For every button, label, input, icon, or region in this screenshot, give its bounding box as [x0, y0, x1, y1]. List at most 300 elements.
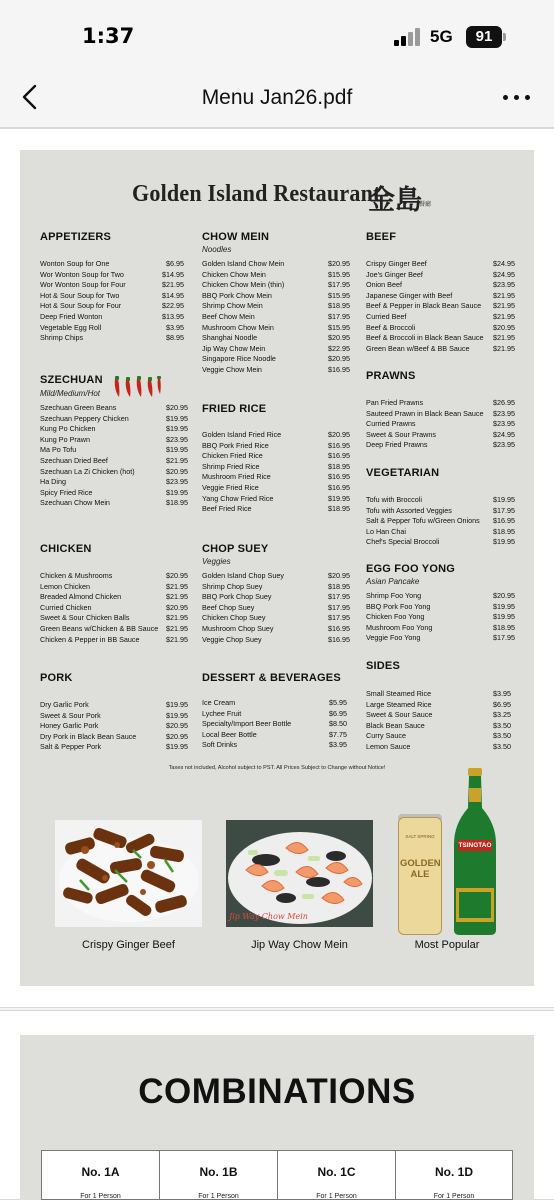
menu-item-name: Wonton Soup for One — [40, 259, 110, 268]
menu-item-name: Lychee Fruit — [202, 708, 242, 718]
menu-item-price: $23.95 — [493, 440, 515, 450]
menu-item-price: $20.95 — [328, 430, 350, 439]
chow-mein-image — [226, 820, 373, 927]
menu-item-name: Lemon Chicken — [40, 581, 90, 591]
beef-list — [366, 259, 515, 354]
menu-item-name: Szechuan Green Beans — [40, 403, 117, 412]
menu-item — [366, 259, 515, 270]
more-options-button[interactable] — [500, 82, 534, 112]
menu-item-price: $17.95 — [328, 613, 350, 623]
signal-icon — [394, 28, 424, 46]
menu-item-name: Chicken & Mushrooms — [40, 571, 113, 580]
menu-item-name: Chicken & Pepper in BB Sauce — [40, 634, 140, 644]
appetizers-list — [40, 259, 184, 344]
menu-item-name: Green Bean w/Beef & BB Sauce — [366, 343, 470, 353]
menu-item-price: $3.95 — [166, 322, 184, 332]
menu-item-price: $23.95 — [493, 280, 515, 290]
menu-item-price: $5.95 — [329, 698, 347, 707]
menu-item — [202, 462, 350, 473]
menu-item — [202, 483, 350, 494]
menu-item-name: Mushroom Fried Rice — [202, 472, 271, 482]
combo-box — [277, 1150, 395, 1200]
menu-item-price: $18.95 — [328, 504, 350, 514]
chili-pepper-icon — [112, 376, 162, 398]
menu-item-name: Szechuan Chow Mein — [40, 498, 110, 508]
menu-item-name: Chicken Chow Mein — [202, 269, 266, 279]
menu-item-price: $19.95 — [166, 700, 188, 709]
menu-item-price: $19.95 — [166, 742, 188, 752]
menu-item-name: Beef & Pepper in Black Bean Sauce — [366, 301, 482, 311]
combinations-title: COMBINATIONS — [138, 1072, 416, 1111]
menu-item — [202, 613, 350, 624]
menu-item-name: Black Bean Sauce — [366, 720, 425, 730]
combo-box — [41, 1150, 159, 1200]
chicken-list — [40, 571, 188, 645]
menu-item-price: $16.95 — [328, 451, 350, 461]
menu-item-name: Curried Prawns — [366, 419, 416, 429]
menu-item — [40, 403, 188, 414]
fried-rice-list — [202, 430, 350, 515]
menu-item-price: $19.95 — [493, 537, 515, 547]
menu-item — [202, 323, 350, 334]
menu-item-name: Lemon Sauce — [366, 741, 411, 751]
menu-item — [202, 472, 350, 483]
menu-item-price: $21.95 — [493, 333, 515, 343]
menu-item-price: $17.95 — [493, 633, 515, 643]
more-dot — [514, 95, 519, 100]
menu-item-price: $19.95 — [328, 493, 350, 503]
menu-item — [202, 740, 347, 751]
section-egg-foo-yong-title: EGG FOO YONG — [366, 563, 455, 575]
menu-item — [366, 721, 511, 732]
chinese-logo-small: 餐廳 — [419, 202, 432, 208]
menu-item-price: $19.95 — [166, 445, 188, 455]
menu-item-name: Salt & Pepper Pork — [40, 742, 102, 752]
menu-item — [202, 312, 350, 323]
menu-item — [202, 494, 350, 505]
menu-item — [40, 435, 188, 446]
combo-name: No. 1B — [199, 1165, 238, 1179]
menu-item — [366, 689, 511, 700]
bottle-label-text: TSINGTAO — [458, 842, 492, 849]
menu-item-name: Sweet & Sour Prawns — [366, 429, 436, 439]
menu-item-name: Lo Han Chai — [366, 526, 406, 536]
menu-item — [40, 467, 188, 478]
menu-item — [40, 323, 184, 334]
menu-item — [202, 698, 347, 709]
szechuan-list — [40, 403, 188, 509]
menu-item — [40, 424, 188, 435]
menu-item — [40, 732, 188, 743]
menu-item — [202, 344, 350, 355]
menu-item-price: $21.95 — [166, 623, 188, 633]
menu-item-price: $19.95 — [166, 710, 188, 720]
menu-item-name: Kung Po Prawn — [40, 434, 90, 444]
menu-item-name: Szechuan Dried Beef — [40, 455, 108, 465]
menu-item-price: $21.95 — [166, 592, 188, 602]
menu-item-name: Joe's Ginger Beef — [366, 269, 423, 279]
menu-item — [40, 700, 188, 711]
menu-item-price: $6.95 — [493, 699, 511, 709]
combo-subtitle: For 1 Person — [433, 1193, 475, 1200]
menu-item-name: Szechuan La Zi Chicken (hot) — [40, 466, 135, 476]
combo-box — [395, 1150, 513, 1200]
menu-item — [366, 344, 515, 355]
section-sides-title: SIDES — [366, 660, 401, 672]
menu-item-price: $3.25 — [493, 710, 511, 720]
menu-item-price: $24.95 — [493, 429, 515, 439]
menu-item-name: Pan Fried Prawns — [366, 398, 424, 407]
menu-item-name: Small Steamed Rice — [366, 689, 432, 698]
menu-item — [366, 591, 515, 602]
menu-item — [40, 498, 188, 509]
menu-item — [366, 440, 515, 451]
menu-item-name: Chef's Special Broccoli — [366, 537, 440, 547]
menu-item-name: Hot & Sour Soup for Four — [40, 301, 122, 311]
menu-item-name: Honey Garlic Pork — [40, 721, 99, 731]
combo-name: No. 1C — [317, 1165, 356, 1179]
szechuan-subtitle: Mild/Medium/Hot — [40, 389, 101, 398]
menu-item — [366, 742, 511, 753]
dessert-list — [202, 698, 347, 751]
menu-item-price: $16.95 — [328, 482, 350, 492]
chinese-logo: 金島 — [368, 185, 422, 216]
menu-item-price: $21.95 — [166, 581, 188, 591]
chop-suey-subtitle: Veggies — [202, 557, 231, 566]
can-label-text: GOLDEN ALE — [400, 858, 441, 880]
menu-item — [202, 504, 350, 515]
caption-jip-way-chow-mein: Jip Way Chow Mein — [251, 939, 348, 951]
section-dessert-title: DESSERT & BEVERAGES — [202, 672, 341, 684]
menu-item-price: $17.95 — [328, 280, 350, 290]
menu-item — [366, 612, 515, 623]
menu-item-name: Crispy Ginger Beef — [366, 259, 427, 268]
menu-item-name: Japanese Ginger with Beef — [366, 290, 453, 300]
chow-mein-list — [202, 259, 350, 376]
menu-item-name: Veggie Fried Rice — [202, 482, 259, 492]
menu-item-name: Hot & Sour Soup for Two — [40, 290, 120, 300]
menu-item-name: Shrimp Fried Rice — [202, 461, 260, 471]
section-chicken-title: CHICKEN — [40, 543, 92, 555]
menu-item-name: Tofu with Broccoli — [366, 495, 422, 504]
menu-item-price: $19.95 — [493, 495, 515, 504]
combo-name: No. 1D — [434, 1165, 473, 1179]
menu-item-price: $3.50 — [493, 731, 511, 741]
egg-foo-yong-list — [366, 591, 515, 644]
menu-item-name: Mushroom Chow Mein — [202, 322, 274, 332]
menu-item — [202, 333, 350, 344]
menu-item-price: $20.95 — [328, 333, 350, 343]
menu-item-price: $3.50 — [493, 720, 511, 730]
menu-item — [202, 430, 350, 441]
menu-item-name: Beef Fried Rice — [202, 504, 252, 514]
sides-list — [366, 689, 511, 753]
menu-item — [202, 603, 350, 614]
menu-item-name: Local Beer Bottle — [202, 729, 257, 739]
menu-item-name: Singapore Rice Noodle — [202, 354, 276, 364]
menu-item — [202, 624, 350, 635]
combo-subtitle: For 1 Person — [316, 1193, 357, 1200]
menu-item-name: Breaded Almond Chicken — [40, 592, 122, 602]
menu-item — [40, 571, 188, 582]
combo-box — [159, 1150, 277, 1200]
section-vegetarian-title: VEGETARIAN — [366, 467, 440, 479]
section-beef-title: BEEF — [366, 231, 397, 243]
menu-item-price: $21.95 — [493, 311, 515, 321]
menu-item — [40, 603, 188, 614]
menu-item-name: Kung Po Chicken — [40, 424, 96, 434]
document-title: Menu Jan26.pdf — [201, 86, 353, 109]
menu-item — [202, 270, 350, 281]
ginger-beef-image — [55, 820, 202, 927]
menu-item — [366, 700, 511, 711]
battery-tip — [503, 33, 506, 41]
menu-item — [366, 409, 515, 420]
nav-bar — [0, 70, 554, 128]
menu-item-price: $19.95 — [166, 487, 188, 497]
menu-item — [202, 291, 350, 302]
menu-item — [202, 709, 347, 720]
menu-item — [202, 730, 347, 741]
menu-item-price: $17.95 — [328, 592, 350, 602]
menu-item-name: Sweet & Sour Sauce — [366, 710, 433, 720]
menu-item-name: Chicken Foo Yong — [366, 612, 425, 622]
menu-item-price: $21.95 — [493, 290, 515, 300]
menu-item-name: BBQ Pork Foo Yong — [366, 601, 431, 611]
menu-item-name: Soft Drinks — [202, 740, 238, 750]
menu-item-price: $20.95 — [328, 571, 350, 580]
menu-item — [40, 301, 184, 312]
menu-item-price: $20.95 — [166, 403, 188, 412]
menu-item-name: Jip Way Chow Mein — [202, 343, 266, 353]
network-type: 5G — [430, 27, 453, 46]
section-chow-mein-title: CHOW MEIN — [202, 231, 270, 243]
menu-item-price: $17.95 — [328, 311, 350, 321]
menu-item — [366, 731, 511, 742]
menu-item-price: $21.95 — [493, 301, 515, 311]
menu-item-price: $6.95 — [166, 259, 184, 268]
pork-list — [40, 700, 188, 753]
menu-item-price: $15.95 — [328, 290, 350, 300]
menu-item-name: Mushroom Chop Suey — [202, 623, 274, 633]
menu-item — [40, 613, 188, 624]
menu-item-name: Golden Island Fried Rice — [202, 430, 282, 439]
menu-item-name: Curried Beef — [366, 311, 407, 321]
restaurant-name: Golden Island Restaurant — [132, 181, 381, 207]
section-pork-title: PORK — [40, 672, 73, 684]
section-chop-suey-title: CHOP SUEY — [202, 543, 269, 555]
menu-item-name: Beef & Broccoli in Black Bean Sauce — [366, 333, 484, 343]
menu-item — [40, 742, 188, 753]
menu-item — [40, 721, 188, 732]
menu-item-price: $22.95 — [162, 301, 184, 311]
menu-item-price: $26.95 — [493, 398, 515, 407]
menu-item — [202, 365, 350, 376]
menu-item-price: $18.95 — [493, 622, 515, 632]
menu-item — [40, 582, 188, 593]
menu-item-price: $20.95 — [166, 466, 188, 476]
menu-item — [40, 477, 188, 488]
menu-item-name: Specialty/Import Beer Bottle — [202, 719, 292, 729]
egg-foo-yong-subtitle: Asian Pancake — [366, 577, 420, 586]
caption-most-popular: Most Popular — [414, 939, 480, 951]
menu-item-price: $19.95 — [493, 612, 515, 622]
menu-item-price: $22.95 — [328, 343, 350, 353]
menu-item-name: Onion Beef — [366, 280, 402, 290]
menu-item-price: $21.95 — [162, 280, 184, 290]
menu-item-name: BBQ Pork Fried Rice — [202, 440, 269, 450]
menu-item — [202, 354, 350, 365]
menu-item — [366, 537, 515, 548]
menu-item-price: $3.50 — [493, 741, 511, 751]
menu-item-price: $21.95 — [166, 613, 188, 623]
prawns-list — [366, 398, 515, 451]
menu-item-price: $23.95 — [493, 419, 515, 429]
menu-item-name: Deep Fried Wonton — [40, 311, 103, 321]
menu-item — [366, 506, 515, 517]
menu-item-name: Vegetable Egg Roll — [40, 322, 102, 332]
menu-item-price: $20.95 — [166, 721, 188, 731]
section-szechuan-title: SZECHUAN — [40, 374, 103, 386]
menu-item — [366, 710, 511, 721]
menu-item-price: $13.95 — [162, 311, 184, 321]
chop-suey-list — [202, 571, 350, 645]
menu-item — [202, 571, 350, 582]
menu-item-price: $18.95 — [328, 301, 350, 311]
menu-item-name: Chicken Chow Mein (thin) — [202, 280, 285, 290]
menu-item-name: Wor Wonton Soup for Four — [40, 280, 126, 290]
menu-item-name: Wor Wonton Soup for Two — [40, 269, 124, 279]
menu-item-name: Beef Chop Suey — [202, 602, 255, 612]
menu-item-price: $17.95 — [328, 602, 350, 612]
menu-item-price: $20.95 — [493, 591, 515, 600]
menu-item-price: $8.50 — [329, 719, 347, 729]
menu-item-price: $16.95 — [493, 516, 515, 526]
menu-item — [202, 259, 350, 270]
menu-item-name: Ma Po Tofu — [40, 445, 77, 455]
menu-item-name: Sweet & Sour Chicken Balls — [40, 613, 130, 623]
menu-item-price: $8.95 — [166, 333, 184, 343]
menu-item-name: Tofu with Assorted Veggies — [366, 505, 452, 515]
menu-item-name: Yang Chow Fried Rice — [202, 493, 274, 503]
menu-item — [366, 633, 515, 644]
menu-item — [40, 414, 188, 425]
section-prawns-title: PRAWNS — [366, 370, 416, 382]
more-dot — [525, 95, 530, 100]
menu-item — [40, 259, 184, 270]
menu-item — [366, 333, 515, 344]
menu-item-price: $18.95 — [166, 498, 188, 508]
menu-item-price: $16.95 — [328, 634, 350, 644]
menu-item-name: Golden Island Chow Mein — [202, 259, 285, 268]
menu-item-name: Salt & Pepper Tofu w/Green Onions — [366, 516, 480, 526]
menu-item-price: $23.95 — [493, 408, 515, 418]
menu-item-name: Shrimp Chow Mein — [202, 301, 263, 311]
menu-item-price: $16.95 — [328, 364, 350, 374]
menu-item — [202, 719, 347, 730]
photo-crispy-ginger-beef — [55, 820, 202, 927]
menu-item-price: $15.95 — [328, 322, 350, 332]
menu-item-name: Curry Sauce — [366, 731, 406, 741]
menu-item-name: Spicy Fried Rice — [40, 487, 93, 497]
menu-item-price: $19.95 — [166, 424, 188, 434]
section-fried-rice-title: FRIED RICE — [202, 403, 267, 415]
menu-item-price: $23.95 — [166, 477, 188, 487]
menu-item-name: Ice Cream — [202, 698, 236, 707]
menu-item — [40, 445, 188, 456]
menu-item-name: Green Beans w/Chicken & BB Sauce — [40, 623, 159, 633]
menu-item — [366, 291, 515, 302]
menu-item — [202, 301, 350, 312]
menu-item-name: Dry Garlic Pork — [40, 700, 89, 709]
menu-item-name: Beef Chow Mein — [202, 311, 255, 321]
menu-item — [40, 635, 188, 646]
beer-bottle-image — [452, 768, 498, 936]
menu-item — [366, 398, 515, 409]
section-appetizers-title: APPETIZERS — [40, 231, 112, 243]
menu-item — [202, 451, 350, 462]
photo-jip-way-chow-mein — [226, 820, 373, 927]
menu-item — [40, 592, 188, 603]
menu-item-price: $20.95 — [328, 259, 350, 268]
menu-item — [40, 624, 188, 635]
menu-item-name: Mushroom Foo Yong — [366, 622, 433, 632]
battery-icon: 91 — [466, 26, 502, 48]
vegetarian-list — [366, 495, 515, 548]
menu-item-name: Sweet & Sour Pork — [40, 710, 101, 720]
combo-subtitle: For 1 Person — [80, 1193, 121, 1200]
status-time: 1:37 — [82, 24, 135, 48]
menu-item-name: Large Steamed Rice — [366, 699, 432, 709]
menu-item-name: Golden Island Chop Suey — [202, 571, 284, 580]
menu-item-price: $20.95 — [166, 602, 188, 612]
menu-item — [202, 582, 350, 593]
menu-item-name: Veggie Chow Mein — [202, 364, 262, 374]
menu-item-name: Szechuan Peppery Chicken — [40, 413, 129, 423]
menu-item-price: $7.75 — [329, 729, 347, 739]
combo-name: No. 1A — [81, 1165, 120, 1179]
menu-footnote: Taxes not included, Alcohol subject to PST. All Prices Subject to Change without Notice! — [168, 765, 386, 771]
menu-item-name: Chicken Chop Suey — [202, 613, 266, 623]
menu-item-price: $15.95 — [328, 269, 350, 279]
menu-item-name: Veggie Foo Yong — [366, 633, 421, 643]
menu-item — [366, 602, 515, 613]
menu-item — [366, 419, 515, 430]
menu-item — [40, 312, 184, 323]
menu-item-price: $21.95 — [493, 343, 515, 353]
menu-item-price: $21.95 — [166, 455, 188, 465]
menu-item — [40, 291, 184, 302]
menu-item-price: $20.95 — [493, 322, 515, 332]
menu-item-price: $19.95 — [493, 601, 515, 611]
menu-item-price: $16.95 — [328, 472, 350, 482]
menu-item-price: $24.95 — [493, 259, 515, 268]
menu-item-name: Dry Pork in Black Bean Sauce — [40, 731, 137, 741]
menu-item — [366, 516, 515, 527]
status-bar — [0, 0, 554, 70]
menu-item-name: Shrimp Foo Yong — [366, 591, 422, 600]
menu-item-name: Shrimp Chop Suey — [202, 581, 263, 591]
menu-item-price: $16.95 — [328, 623, 350, 633]
menu-item-price: $17.95 — [493, 505, 515, 515]
menu-item — [40, 270, 184, 281]
menu-item — [366, 623, 515, 634]
menu-item-price: $19.95 — [166, 413, 188, 423]
menu-item — [202, 441, 350, 452]
menu-item-price: $20.95 — [166, 731, 188, 741]
menu-item — [366, 495, 515, 506]
menu-item — [40, 456, 188, 467]
